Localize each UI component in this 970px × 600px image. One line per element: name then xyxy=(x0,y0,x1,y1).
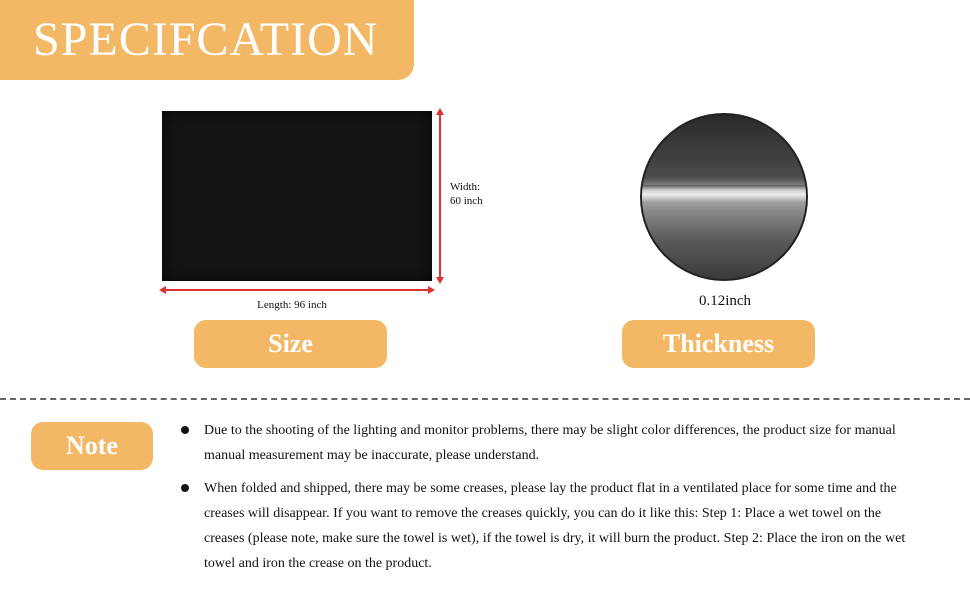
width-label xyxy=(450,180,520,208)
arrow-left-icon xyxy=(159,286,166,294)
material-edge xyxy=(642,185,806,203)
arrow-right-icon xyxy=(428,286,435,294)
thickness-button: Thickness xyxy=(622,320,815,368)
page-title: SPECIFCATION xyxy=(33,13,379,66)
width-label-title: Width: xyxy=(450,181,481,193)
size-button: Size xyxy=(194,320,387,368)
note-text: Due to the shooting of the lighting and monitor problems, there may be slight color differences, the product size for manual manual measurement may be inaccurate, please understand. xyxy=(204,423,896,463)
section-divider xyxy=(0,398,970,400)
length-dimension-line xyxy=(162,289,432,291)
note-badge: Note xyxy=(31,422,153,470)
thickness-value: 0.12inch xyxy=(698,293,752,309)
bullet-icon xyxy=(181,426,189,434)
arrow-up-icon xyxy=(436,108,444,115)
header-banner xyxy=(0,0,414,80)
list-item xyxy=(178,418,918,468)
note-text: When folded and shipped, there may be some creases, please lay the product flat in a ventilated place for some time and the creases will disappear. If you want to remove the creases quickly, you can do it like this: Step 1: Place a wet towel on the creases (please note, make sure the towel is wet), if the towel is dry, it will burn the product. Step 2: Place the iron on the wet towel and iron the crease on the product. xyxy=(204,481,906,571)
product-sheet-image xyxy=(162,111,432,281)
width-label-value: 60 inch xyxy=(450,195,483,207)
length-label: Length: 96 inch xyxy=(257,299,327,311)
list-item xyxy=(178,476,918,576)
arrow-down-icon xyxy=(436,277,444,284)
thickness-closeup-image xyxy=(640,113,808,281)
bullet-icon xyxy=(181,484,189,492)
width-dimension-line xyxy=(439,111,441,281)
note-list xyxy=(178,418,918,584)
